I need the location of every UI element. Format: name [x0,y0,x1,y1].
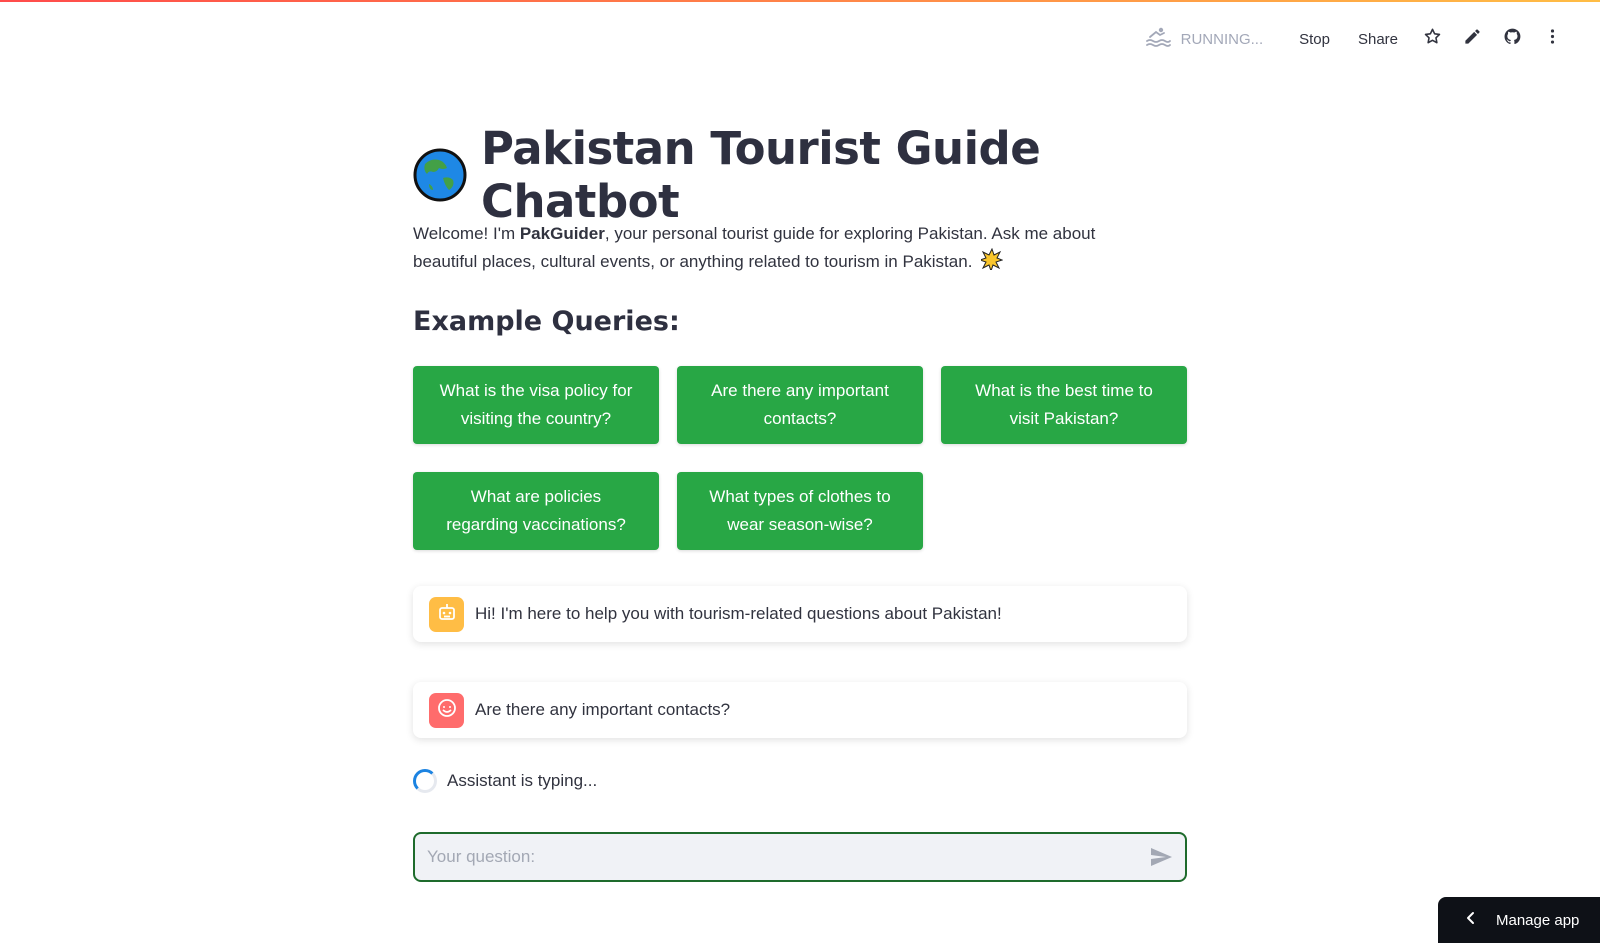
running-status [1145,24,1264,54]
title-text: Pakistan Tourist Guide Chatbot [481,122,1041,228]
assistant-avatar [429,597,464,632]
robot-icon [436,601,458,628]
swimmer-icon [1145,24,1171,54]
chat-input-container [413,832,1187,882]
chevron-left-icon [1464,911,1478,929]
top-decoration-bar [0,0,1600,2]
status-text: RUNNING... [1180,30,1264,48]
example-queries-heading: Example Queries: [413,306,680,337]
user-avatar [429,693,464,728]
user-message-text: Are there any important contacts? [475,700,731,719]
stop-button[interactable]: Stop [1299,30,1330,48]
chat-input[interactable] [427,847,1149,867]
app-toolbar [1145,22,1572,56]
assistant-message-text: Hi! I'm here to help you with tourism-related questions about Pakistan! [475,604,1002,623]
share-button[interactable]: Share [1357,30,1398,48]
star-icon [1423,27,1442,51]
user-message [413,682,1187,738]
main-menu-button[interactable] [1532,22,1572,56]
welcome-prefix: Welcome! I'm [413,224,520,243]
assistant-message [413,586,1187,642]
pencil-icon [1463,27,1482,51]
smiley-icon [436,697,458,724]
kebab-menu-icon [1543,27,1562,51]
example-query-button[interactable]: What is the visa policy for visiting the country? [413,366,659,444]
manage-app-label: Manage app [1496,911,1580,929]
typing-indicator [413,766,1187,796]
main-content [413,122,1187,882]
example-query-button[interactable]: Are there any important contacts? [677,366,923,444]
manage-app-button[interactable] [1438,897,1600,943]
github-icon [1503,27,1522,51]
example-queries-grid [413,366,1187,550]
sparkle-icon [981,248,1003,279]
favorite-button[interactable] [1412,22,1452,56]
spinner-icon [413,769,437,793]
example-query-button[interactable]: What types of clothes to wear season-wise? [677,472,923,550]
example-query-button[interactable]: What is the best time to visit Pakistan? [941,366,1187,444]
edit-button[interactable] [1452,22,1492,56]
welcome-text [413,220,1153,279]
github-button[interactable] [1492,22,1532,56]
bot-name: PakGuider [519,224,605,243]
welcome-suffix: , your personal tourist guide for exploring Pakistan. Ask me about beautiful places, cultural events, or anything related to tourism in Pakistan. [413,224,1096,271]
send-icon[interactable] [1149,845,1173,869]
typing-text: Assistant is typing... [447,771,598,790]
example-query-button[interactable]: What are policies regarding vaccinations? [413,472,659,550]
page-title [413,122,1187,228]
globe-asia-icon [413,148,467,202]
